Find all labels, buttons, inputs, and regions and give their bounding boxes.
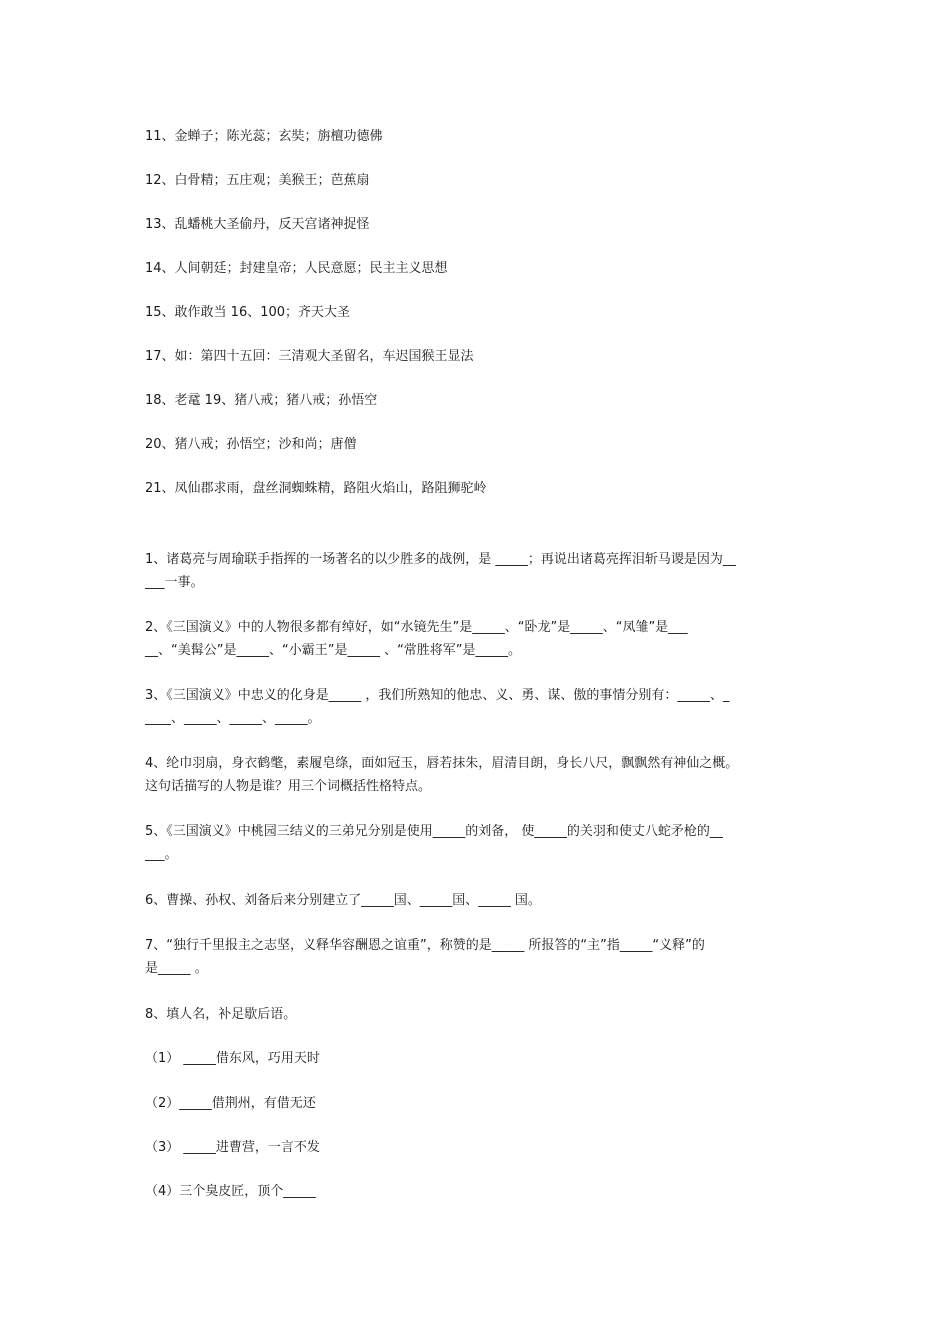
xiehouyu-item: （1） _____借东风，巧用天时 [145,1051,320,1066]
question-line: 2、《三国演义》中的人物很多都有绰好，如“水镜先生”是_____、“卧龙”是_____、“凤雏”是___ [145,620,688,635]
answer-line: 11、金蝉子；陈光蕊；玄奘；旃檀功德佛 [145,129,383,144]
answer-line: 14、人间朝廷；封建皇帝；人民意愿；民主主义思想 [145,261,448,276]
answer-line: 20、猪八戒；孙悟空；沙和尚；唐僧 [145,437,357,452]
xiehouyu-item: （2）_____借荆州，有借无还 [145,1096,316,1111]
answer-line: 15、敢作敢当 16、100；齐天大圣 [145,305,351,320]
question-line: __、“美髯公”是_____、“小霸王”是_____ 、“常胜将军”是_____。 [145,643,522,658]
question-line: 4、纶巾羽扇，身衣鹤氅，素履皂绦，面如冠玉，唇若抹朱，眉清目朗，身长八尺，飘飘然有神仙之概。 [145,756,739,771]
xiehouyu-item: （4）三个臭皮匠，顶个_____ [145,1184,316,1199]
question-line: ____、_____、_____、_____。 [145,711,321,726]
answer-line: 18、老鼋 19、猪八戒；猪八戒；孙悟空 [145,393,378,408]
question-line: 8、填人名，补足歇后语。 [145,1007,297,1022]
xiehouyu-item: （3） _____进曹营，一言不发 [145,1140,320,1155]
question-line: ___一事。 [145,575,204,590]
answer-line: 17、如：第四十五回：三清观大圣留名，车迟国猴王显法 [145,349,474,364]
question-line: 6、曹操、孙权、刘备后来分别建立了_____国、_____国、_____ 国。 [145,893,541,908]
answer-line: 12、白骨精；五庄观；美猴王；芭蕉扇 [145,173,370,188]
question-line: 7、“独行千里报主之志坚，义释华容酬恩之谊重”，称赞的是_____ 所报答的“主”指_____“义释”的 [145,938,705,953]
question-line: 1、诸葛亮与周瑜联手指挥的一场著名的以少胜多的战例，是 _____；再说出诸葛亮挥泪斩马谡是因为__ [145,552,736,567]
answer-line: 13、乱蟠桃大圣偷丹，反天宫诸神捉怪 [145,217,370,232]
question-line: 5、《三国演义》中桃园三结义的三弟兄分别是使用_____的刘备， 使_____的关羽和使丈八蛇矛枪的__ [145,824,723,839]
question-line: 是_____ 。 [145,961,208,976]
answer-line: 21、凤仙郡求雨，盘丝洞蜘蛛精，路阻火焰山，路阻狮驼岭 [145,481,487,496]
question-line: 3、《三国演义》中忠义的化身是_____ ，我们所熟知的他忠、义、勇、谋、傲的事情分别有：_____、_ [145,688,730,703]
question-line: 这句话描写的人物是谁？用三个词概括性格特点。 [145,779,432,794]
question-line: ___。 [145,847,178,862]
